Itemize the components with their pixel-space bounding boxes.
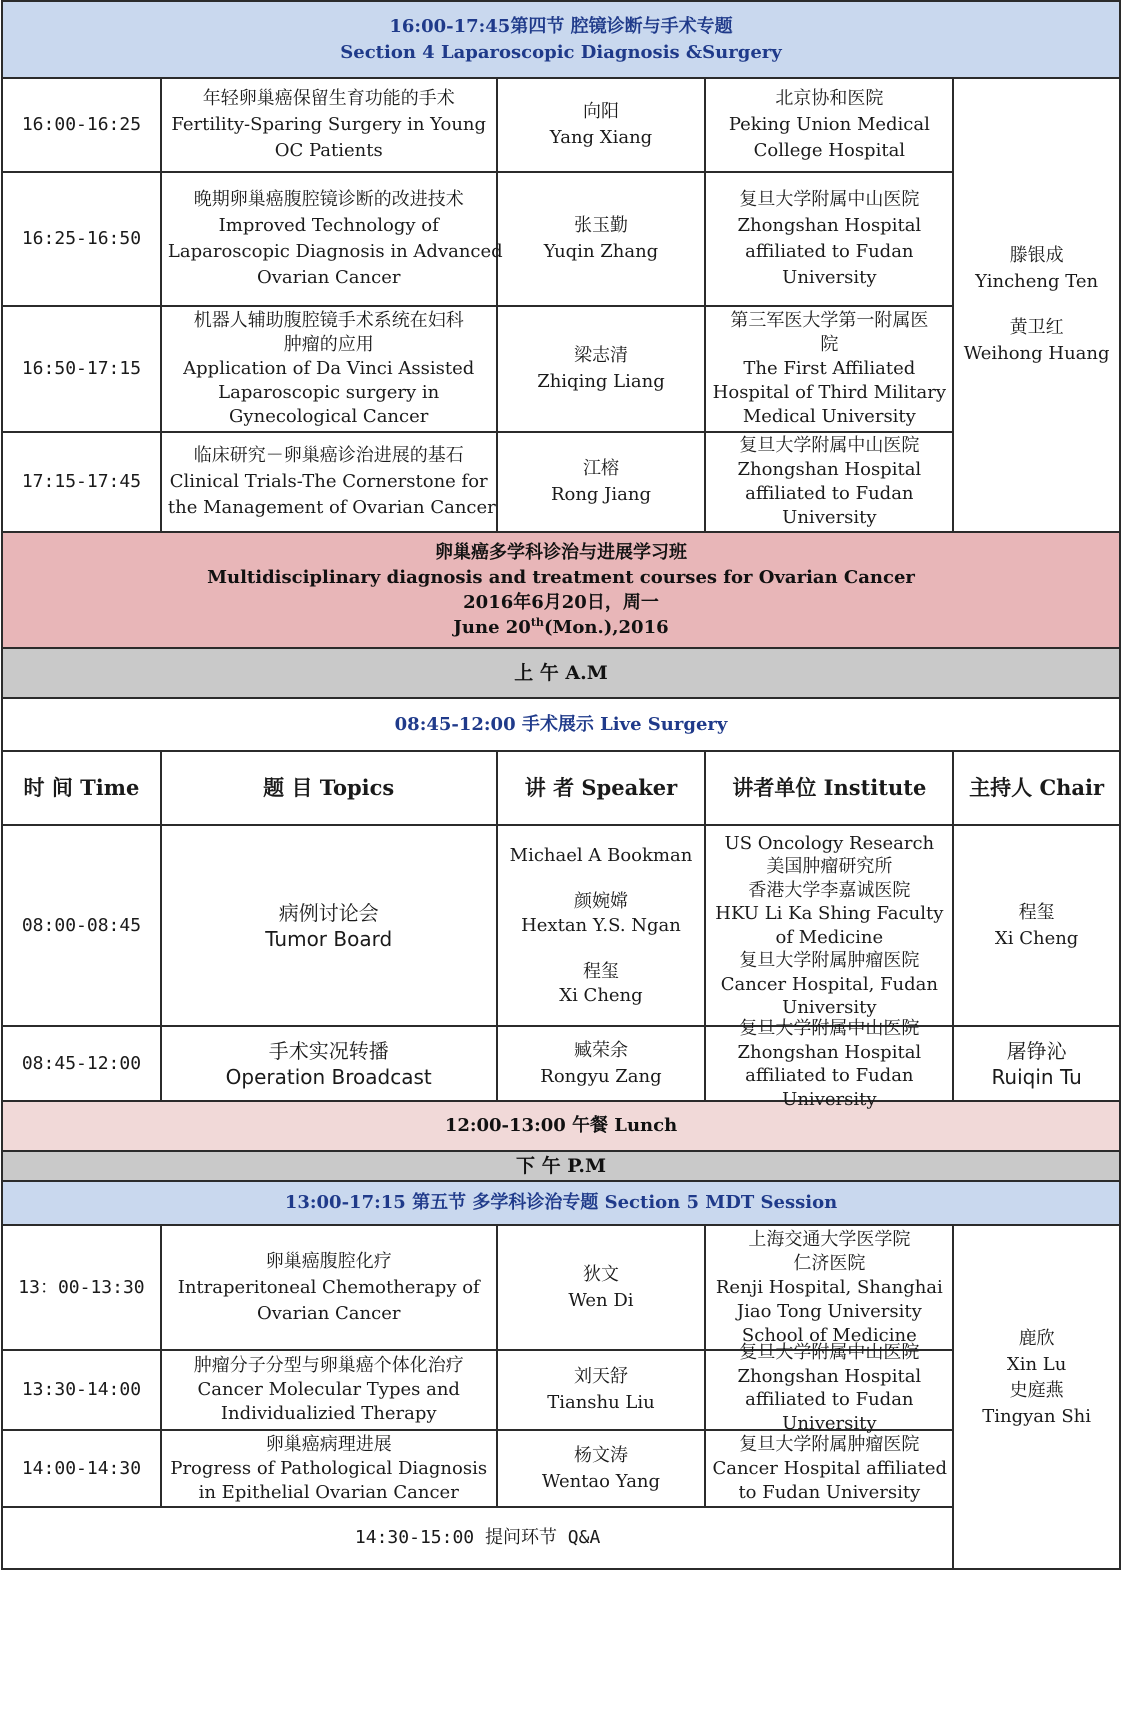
institute-line: of Medicine (775, 926, 884, 948)
chair-line: 程玺 (1018, 901, 1055, 923)
table-row (2, 1225, 1120, 1350)
course-date-cn: 2016年6月20日，周一 (463, 592, 659, 613)
institute-line: 上海交通大学医学院 (748, 1228, 911, 1250)
chair-line: Xin Lu (1006, 1354, 1067, 1375)
table-row (2, 306, 1120, 432)
speaker-line: Wentao Yang (541, 1470, 661, 1492)
topic-line: 肿瘤分子分型与卵巢癌个体化治疗 (193, 1355, 464, 1376)
chair-line: 屠铮沁 (1006, 1038, 1067, 1063)
speaker-line: 杨文涛 (573, 1444, 628, 1466)
lunch-header: 12:00-13:00 午餐 Lunch (2, 1101, 1120, 1151)
topic-line: Ovarian Cancer (256, 1302, 401, 1324)
institute-line: University (782, 1412, 877, 1434)
speaker-line: 梁志清 (573, 345, 628, 366)
time-cell: 08:00-08:45 (2, 825, 161, 1026)
institute-cell (705, 1430, 953, 1507)
qa-cell: 14:30-15:00 提问环节 Q&A (2, 1507, 953, 1569)
institute-line: University (782, 507, 877, 528)
course-title-en: Multidisciplinary diagnosis and treatment courses for Ovarian Cancer (207, 567, 915, 588)
col-header-chair: 主持人 Chair (953, 751, 1120, 825)
chair-cell (953, 825, 1120, 1026)
chair-line: Xi Cheng (994, 927, 1079, 949)
speaker-cell (497, 1026, 706, 1101)
topic-line: Fertility-Sparing Surgery in Young (171, 114, 487, 135)
chair-line: 鹿欣 (1018, 1328, 1055, 1349)
section4-title-cn: 16:00-17:45第四节 腔镜诊断与手术专题 (389, 15, 733, 37)
topic-line: Laparoscopic Diagnosis in Advanced (167, 241, 503, 262)
institute-line: The First Affiliated (743, 358, 916, 379)
institute-line: 复旦大学附属中山医院 (739, 1018, 920, 1039)
section4-header (2, 1, 1120, 78)
institute-line: Hospital of Third Military (712, 382, 947, 403)
speaker-line: 狄文 (582, 1263, 619, 1285)
topic-line: the Management of Ovarian Cancer (167, 497, 496, 518)
chair-line: Weihong Huang (963, 343, 1110, 364)
col-header-time: 时 间 Time (2, 751, 161, 825)
speaker-line: Michael A Bookman (509, 844, 693, 866)
topic-line: 机器人辅助腹腔镜手术系统在妇科 (193, 310, 464, 331)
institute-line: 院 (820, 334, 839, 355)
institute-line: Cancer Hospital, Fudan (720, 973, 938, 995)
institute-line: affiliated to Fudan (745, 483, 914, 504)
section5-header: 13:00-17:15 第五节 多学科诊治专题 Section 5 MDT Session (2, 1181, 1120, 1225)
col-header-topics: 题 目 Topics (161, 751, 497, 825)
institute-cell (705, 432, 953, 532)
institute-line: 第三军医大学第一附属医 (730, 310, 929, 331)
topic-line: Individualizied Therapy (220, 1403, 437, 1424)
course-date-en (9, 615, 1113, 640)
speaker-cell (497, 306, 706, 432)
institute-line: Medical University (742, 406, 916, 427)
topic-line: 晚期卵巢癌腹腔镜诊断的改进技术 (193, 189, 464, 210)
time-cell: 13:30-14:00 (2, 1350, 161, 1430)
speaker-cell (497, 172, 706, 306)
institute-cell (705, 1342, 953, 1434)
institute-line: Peking Union Medical (728, 114, 930, 135)
speaker-cell (497, 1225, 706, 1350)
chair-line: Tingyan Shi (982, 1406, 1092, 1427)
time-cell: 14:00-14:30 (2, 1430, 161, 1507)
course-title-cn: 卵巢癌多学科诊治与进展学习班 (435, 542, 687, 563)
section4-chair-cell (953, 78, 1120, 532)
institute-cell (705, 1018, 953, 1110)
pm-header: 下 午 P.M (2, 1151, 1120, 1181)
table-row (2, 172, 1120, 306)
col-header-speaker: 讲 者 Speaker (497, 751, 706, 825)
institute-cell (705, 78, 953, 172)
speaker-line: 刘天舒 (573, 1366, 628, 1387)
institute-line: 复旦大学附属中山医院 (739, 189, 920, 210)
topic-line: 卵巢癌腹腔化疗 (265, 1250, 392, 1272)
speaker-cell (497, 432, 706, 532)
speaker-cell (497, 1350, 706, 1430)
speaker-cell (497, 78, 706, 172)
speaker-line: 颜婉嫦 (573, 890, 628, 912)
speaker-cell (497, 1430, 706, 1507)
speaker-line: Hextan Y.S. Ngan (521, 914, 681, 936)
institute-line: 仁济医院 (793, 1252, 866, 1274)
speaker-line: 向阳 (582, 101, 619, 122)
speaker-line: 程玺 (582, 960, 619, 982)
chair-line: 史庭燕 (1009, 1380, 1064, 1401)
time-cell: 17:15-17:45 (2, 432, 161, 532)
institute-line: 香港大学李嘉诚医院 (748, 879, 911, 901)
speaker-line: 臧荣余 (573, 1039, 628, 1061)
topic-line: 病例讨论会 (278, 900, 379, 925)
speaker-line: Rong Jiang (550, 484, 651, 505)
topic-cell (161, 78, 497, 172)
institute-line: 复旦大学附属中山医院 (739, 435, 920, 456)
topic-line: OC Patients (274, 140, 383, 161)
col-header-institute: 讲者单位 Institute (705, 751, 953, 825)
institute-cell (705, 825, 953, 1026)
institute-line: Jiao Tong University (736, 1300, 922, 1322)
schedule-table (1, 0, 1121, 1570)
institute-line: University (782, 997, 877, 1018)
table-row (2, 1350, 1120, 1430)
course-banner (2, 532, 1120, 648)
topic-line: Cancer Molecular Types and (197, 1379, 460, 1400)
speaker-line: 张玉勤 (573, 215, 628, 236)
speaker-line: Xi Cheng (559, 984, 643, 1006)
topic-line: Improved Technology of (218, 215, 439, 236)
table-row (2, 432, 1120, 532)
date-en-suffix: th (530, 616, 544, 629)
time-cell: 13：00-13:30 (2, 1225, 161, 1350)
institute-line: College Hospital (753, 140, 906, 161)
institute-cell (705, 306, 953, 432)
institute-line: 复旦大学附属肿瘤医院 (739, 1433, 920, 1455)
topic-line: Operation Broadcast (225, 1064, 432, 1089)
time-cell: 16:50-17:15 (2, 306, 161, 432)
topic-line: Tumor Board (265, 926, 393, 951)
time-cell: 08:45-12:00 (2, 1026, 161, 1101)
topic-line: 肿瘤的应用 (283, 334, 374, 355)
speaker-line: Rongyu Zang (540, 1065, 662, 1087)
speaker-line: Zhiqing Liang (537, 371, 665, 392)
institute-line: Cancer Hospital affiliated (712, 1457, 948, 1479)
live-surgery-header: 08:45-12:00 手术展示 Live Surgery (2, 698, 1120, 751)
institute-line: Zhongshan Hospital (737, 215, 922, 236)
institute-line: HKU Li Ka Shing Faculty (715, 903, 944, 924)
chair-line: Ruiqin Tu (991, 1064, 1082, 1089)
topic-cell (161, 432, 497, 532)
institute-line: to Fudan University (738, 1481, 921, 1503)
qa-row (2, 1507, 1120, 1569)
section5-chair-cell (953, 1225, 1120, 1569)
table-row (2, 1026, 1120, 1101)
institute-cell (705, 172, 953, 306)
institute-line: 复旦大学附属肿瘤医院 (739, 950, 920, 971)
institute-line: Renji Hospital, Shanghai (715, 1276, 943, 1298)
speaker-line: 江榕 (582, 458, 619, 479)
table-row (2, 78, 1120, 172)
institute-line: affiliated to Fudan (745, 1389, 914, 1410)
topic-line: 年轻卵巢癌保留生育功能的手术 (202, 88, 455, 109)
institute-line: US Oncology Research (724, 832, 935, 854)
chair-line: 黄卫红 (1009, 317, 1064, 338)
chair-line: Yincheng Ten (975, 271, 1099, 292)
date-en-rest: (Mon.),2016 (543, 617, 669, 638)
speaker-line: Tianshu Liu (547, 1392, 655, 1413)
speaker-line: Yuqin Zhang (543, 241, 659, 262)
chair-line: 滕银成 (1009, 245, 1064, 266)
topic-cell (161, 1026, 497, 1101)
institute-line: University (782, 267, 877, 288)
topic-cell (161, 306, 497, 432)
speaker-cell (497, 825, 706, 1026)
chair-cell (953, 1026, 1120, 1101)
institute-cell (705, 1225, 953, 1350)
topic-line: Laparoscopic surgery in (218, 382, 440, 403)
section4-title-en: Section 4 Laparoscopic Diagnosis &Surgery (340, 41, 782, 63)
institute-line: 复旦大学附属中山医院 (739, 1342, 920, 1363)
table-row (2, 825, 1120, 1026)
topic-line: Progress of Pathological Diagnosis (170, 1457, 488, 1479)
date-en-day: June 20 (453, 617, 531, 638)
topic-line: 手术实况转播 (268, 1038, 389, 1063)
topic-line: Application of Da Vinci Assisted (183, 358, 475, 379)
topic-line: Gynecological Cancer (229, 406, 429, 427)
institute-line: 北京协和医院 (775, 88, 884, 109)
topic-line: 卵巢癌病理进展 (265, 1433, 392, 1455)
topic-cell (161, 172, 503, 306)
topic-cell (161, 825, 497, 1026)
time-cell: 16:25-16:50 (2, 172, 161, 306)
topic-line: Clinical Trials-The Cornerstone for (169, 471, 488, 492)
topic-cell (161, 1225, 497, 1350)
topic-cell (161, 1430, 497, 1507)
table-row (2, 1430, 1120, 1507)
topic-cell (161, 1350, 497, 1430)
topic-line: Ovarian Cancer (256, 267, 401, 288)
am-header: 上 午 A.M (2, 648, 1120, 698)
speaker-line: Yang Xiang (549, 127, 653, 148)
institute-line: School of Medicine (741, 1324, 917, 1346)
topic-line: Intraperitoneal Chemotherapy of (177, 1276, 480, 1298)
institute-line: affiliated to Fudan (745, 1065, 914, 1086)
institute-line: Zhongshan Hospital (737, 459, 922, 480)
topic-line: in Epithelial Ovarian Cancer (198, 1481, 459, 1503)
time-cell: 16:00-16:25 (2, 78, 161, 172)
institute-line: University (782, 1088, 877, 1110)
topic-line: 临床研究－卵巢癌诊治进展的基石 (193, 445, 464, 466)
institute-line: Zhongshan Hospital (737, 1041, 922, 1063)
institute-line: 美国肿瘤研究所 (766, 856, 893, 877)
institute-line: affiliated to Fudan (745, 241, 914, 262)
speaker-line: Wen Di (568, 1289, 634, 1311)
institute-line: Zhongshan Hospital (737, 1365, 922, 1387)
